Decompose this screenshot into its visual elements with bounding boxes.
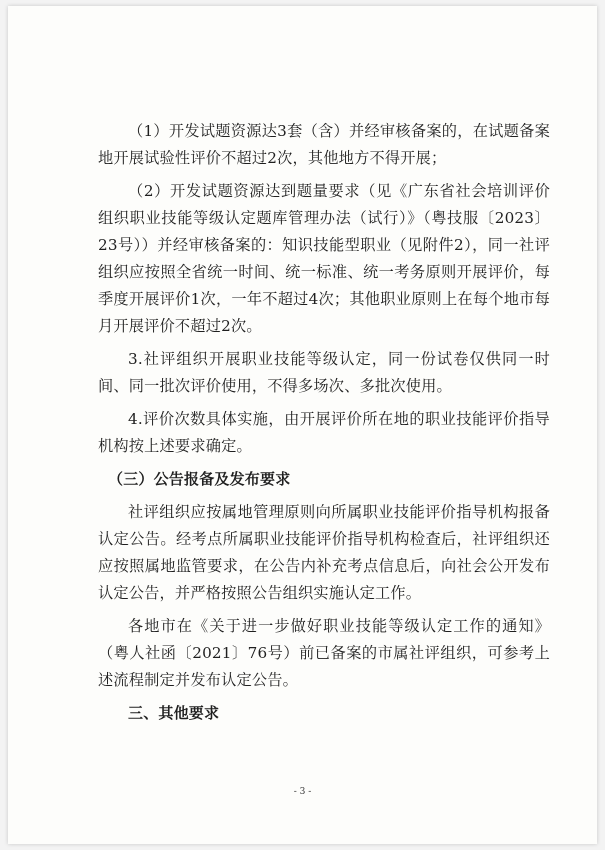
paragraph-item-3: 3.社评组织开展职业技能等级认定，同一份试卷仅供同一时间、同一批次评价使用，不得多场次、多批次使用。 [98, 350, 550, 395]
document-page [8, 6, 597, 844]
page-number: - 3 - [293, 787, 312, 797]
paragraph-announcement-2: 各地市在《关于进一步做好职业技能等级认定工作的通知》（粤人社函〔2021〕76号）前已备案的市属社评组织，可参考上述流程制定并发布认定公告。 [98, 617, 550, 689]
paragraph-item-4: 4.评价次数具体实施，由开展评价所在地的职业技能评价指导机构按上述要求确定。 [98, 410, 550, 455]
section-heading-other: 三、其他要求 [128, 704, 220, 722]
paragraph-announcement-1: 社评组织应按属地管理原则向所属职业技能评价指导机构报备认定公告。经考点所属职业技能评价指导机构检查后，社评组织还应按照属地监管要求，在公告内补充考点信息后，向社会公开发布认定公告，并严格按照公告组织实施认定工作。 [98, 503, 550, 602]
document-body [98, 118, 550, 727]
paragraph-item-1: （1）开发试题资源达3套（含）并经审核备案的，在试题备案地开展试验性评价不超过2次，其他地方不得开展； [98, 122, 550, 167]
subheading-announcement: （三）公告报备及发布要求 [108, 470, 291, 488]
paragraph-item-2: （2）开发试题资源达到题量要求（见《广东省社会培训评价组织职业技能等级认定题库管理办法（试行）》（粤技服〔2023〕23号））并经审核备案的：知识技能型职业（见附件2），同一社评组织应按照全省统一时间、统一标准、统一考务原则开展评价，每季度开展评价1次，一年不超过4次；其他职业原则上在每个地市每月开展评价不超过2次。 [98, 182, 550, 335]
